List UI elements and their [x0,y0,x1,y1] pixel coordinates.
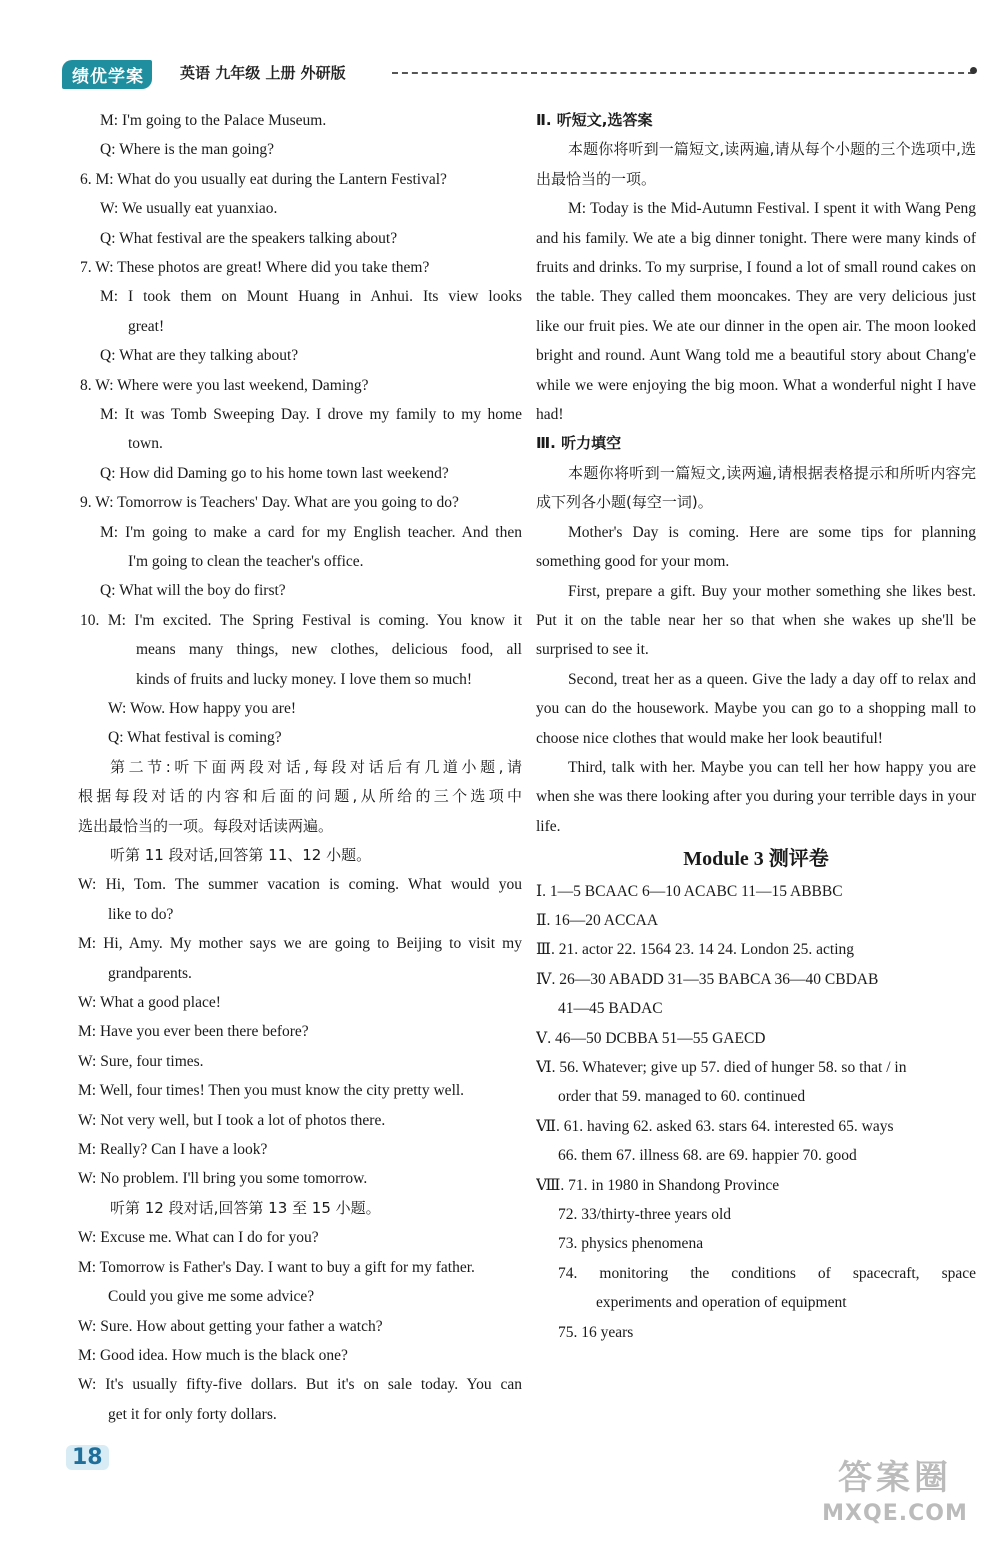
dialogue-line: town. [128,435,163,453]
answer-line: 74. monitoring the conditions of spacecraft, space [558,1264,976,1282]
dialogue-line: W: Not very well, but I took a lot of photos there. [78,1111,386,1129]
dialogue-line: M: Tomorrow is Father's Day. I want to buy a gift for my father. [78,1258,475,1276]
dialogue-line: grandparents. [108,964,192,982]
answer-line: 66. them 67. illness 68. are 69. happier 70. good [558,1147,857,1165]
dialogue-line: 6. M: What do you usually eat during the Lantern Festival? [80,170,447,188]
brand-logo: 绩优学案 [62,60,152,89]
left-column [78,106,522,1429]
dialogue-line: W: Hi, Tom. The summer vacation is coming. What would you [78,876,522,894]
section-3-paragraph: Third, talk with her. Maybe you can tell her how happy you are when she was there looking after you during your terrible days in your life. [536,758,976,835]
dialogue-line: W: No problem. I'll bring you some tomorrow. [78,1170,368,1188]
dialogue-line: Q: How did Daming go to his home town last weekend? [100,464,449,482]
dialogue-line: 听第 11 段对话,回答第 11、12 小题。 [110,846,372,865]
right-column [536,106,976,1347]
dialogue-line: M: Really? Can I have a look? [78,1141,268,1159]
watermark-logo: 答案圈 [838,1458,952,1498]
section-3-title: Ⅲ. 听力填空 [536,434,622,453]
dialogue-line: Q: Where is the man going? [100,141,275,159]
dialogue-line: 根据每段对话的内容和后面的问题,从所给的三个选项中 [78,787,522,806]
section-3-paragraph: Mother's Day is coming. Here are some tips for planning something good for your mom. [536,523,976,571]
dialogue-line: 7. W: These photos are great! Where did you take them? [80,259,430,277]
dialogue-line: W: What a good place! [78,994,221,1012]
dialogue-line: W: Sure, four times. [78,1052,204,1070]
dialogue-line: 8. W: Where were you last weekend, Daming? [80,376,369,394]
dialogue-line: I'm going to clean the teacher's office. [128,553,364,571]
section-2-title: Ⅱ. 听短文,选答案 [536,111,653,129]
answer-line: Ⅶ. 61. having 62. asked 63. stars 64. interested 65. ways [536,1117,894,1135]
dialogue-line: W: Sure. How about getting your father a watch? [78,1317,383,1335]
dialogue-line: Q: What will the boy do first? [100,582,286,600]
section-3-paragraph: Second, treat her as a queen. Give the lady a day off to relax and you can do the housework. Maybe you can go to a shopping mall to choose nice clothes that would make her look beautiful! [536,670,976,747]
dialogue-line: Q: What festival is coming? [108,729,282,747]
dialogue-line: M: I'm going to the Palace Museum. [100,112,327,129]
dialogue-line: 9. W: Tomorrow is Teachers' Day. What are you going to do? [80,494,459,512]
section-2-passage: M: Today is the Mid-Autumn Festival. I spent it with Wang Peng and his family. We ate a big dinner tonight. There were many kinds of fruits and drinks. To my surprise, I found a lot of small round cakes on the table. They called them mooncakes. They are very delicious just like our fruit pies. We ate our dinner in the open air. The moon looked bright and round. Aunt Wang told me a beautiful story about Chang'e while we were enjoying the big moon. What a wonderful night I have had! [536,200,976,424]
answer-line: Ⅰ. 1—5 BCAAC 6—10 ACABC 11—15 ABBBC [536,882,843,900]
answer-line: Ⅵ. 56. Whatever; give up 57. died of hunger 58. so that / in [536,1059,907,1076]
page-header [62,58,982,88]
dialogue-line: M: Hi, Amy. My mother says we are going to Beijing to visit my [78,935,522,953]
dialogue-line: M: It was Tomb Sweeping Day. I drove my family to my home [100,406,522,424]
header-rule-dot [970,67,977,74]
dialogue-line: get it for only forty dollars. [108,1405,277,1423]
dialogue-line: M: Good idea. How much is the black one? [78,1346,348,1364]
answer-line: order that 59. managed to 60. continued [558,1088,806,1106]
dialogue-line: like to do? [108,905,174,923]
watermark [800,1455,990,1543]
section-3-instruction: 本题你将听到一篇短文,读两遍,请根据表格提示和所听内容完成下列各小题(每空一词)。 [536,463,976,512]
answer-line: Ⅱ. 16—20 ACCAA [536,911,659,929]
answer-key [536,877,976,1347]
dialogue-line: 10. M: I'm excited. The Spring Festival is coming. You know it [80,611,522,629]
dialogue-line: M: Well, four times! Then you must know the city pretty well. [78,1082,465,1100]
watermark-url: MXQE.COM [822,1501,968,1526]
answer-line: 73. physics phenomena [558,1235,704,1253]
dialogue-line: M: I'm going to make a card for my English teacher. And then [100,523,522,541]
answer-line: Ⅲ. 21. actor 22. 1564 23. 14 24. London 25. acting [536,941,855,959]
answer-line: 72. 33/thirty-three years old [558,1206,732,1224]
section-2-instruction: 本题你将听到一篇短文,读两遍,请从每个小题的三个选项中,选出最恰当的一项。 [536,140,976,188]
dialogue-line: means many things, new clothes, delicious food, all [136,641,522,659]
header-dashed-rule [392,72,974,74]
answer-line: experiments and operation of equipment [596,1294,847,1312]
dialogue-line: great! [128,317,165,335]
dialogue-line: 第二节:听下面两段对话,每段对话后有几道小题,请 [110,757,522,776]
dialogue-line: 听第 12 段对话,回答第 13 至 15 小题。 [110,1198,381,1217]
dialogue-line: 选出最恰当的一项。每段对话读两遍。 [78,816,334,835]
dialogue-line: M: I took them on Mount Huang in Anhui. Its view looks [100,288,522,306]
page-number: 18 [66,1445,109,1470]
dialogue-line: Q: What are they talking about? [100,347,299,365]
answer-line: Ⅳ. 26—30 ABADD 31—35 BABCA 36—40 CBDAB [536,970,879,988]
answer-line: Ⅷ. 71. in 1980 in Shandong Province [536,1176,780,1194]
answer-line: Ⅴ. 46—50 DCBBA 51—55 GAECD [536,1029,766,1047]
answer-line: 75. 16 years [558,1323,634,1341]
dialogue-line: W: It's usually fifty-five dollars. But it's on sale today. You can [78,1376,522,1394]
dialogue-line: Could you give me some advice? [108,1288,315,1306]
dialogue-line: kinds of fruits and lucky money. I love them so much! [136,670,473,688]
dialogue-line: W: Excuse me. What can I do for you? [78,1229,319,1247]
answer-line: 41—45 BADAC [558,1000,663,1018]
dialogue-line: Q: What festival are the speakers talking about? [100,229,398,247]
module-title: Module 3 测评卷 [683,848,829,871]
dialogue-line: M: Have you ever been there before? [78,1023,309,1041]
section-3-paragraph: First, prepare a gift. Buy your mother something she likes best. Put it on the table near her so that when she wakes up she'll be surprised to see it. [536,582,976,659]
dialogue-line: W: Wow. How happy you are! [108,700,297,718]
book-subtitle: 英语 九年级 上册 外研版 [180,64,346,82]
dialogue-line: W: We usually eat yuanxiao. [100,200,278,218]
